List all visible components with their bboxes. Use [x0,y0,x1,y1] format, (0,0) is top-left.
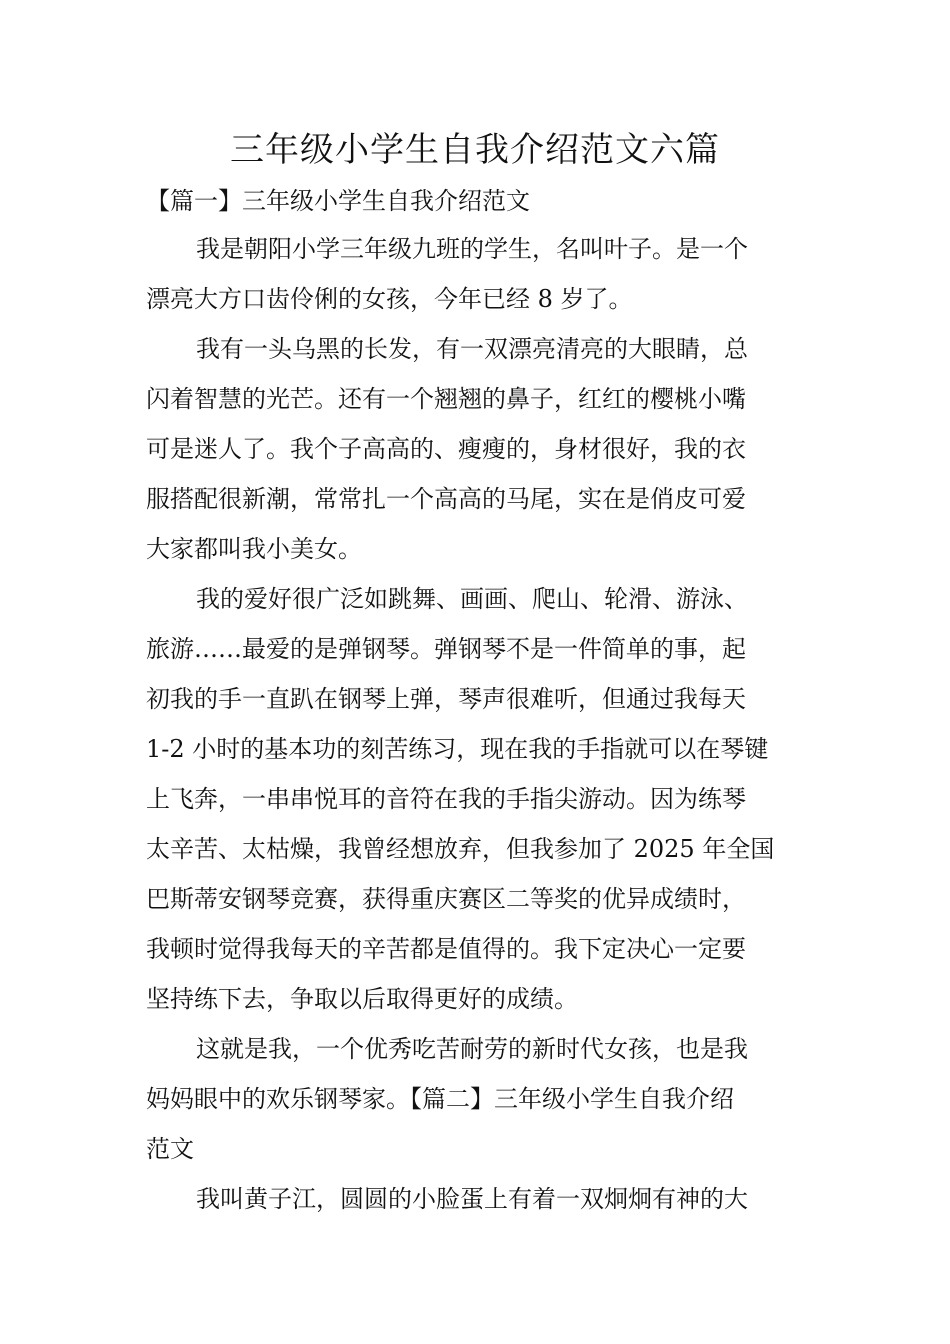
section-heading: 【篇一】三年级小学生自我介绍范文 [146,187,530,215]
text-line: 我顿时觉得我每天的辛苦都是值得的。我下定决心一定要 [146,935,746,963]
text-line: 妈妈眼中的欢乐钢琴家。【篇二】三年级小学生自我介绍 [146,1085,734,1113]
text-line: 巴斯蒂安钢琴竞赛，获得重庆赛区二等奖的优异成绩时， [146,885,746,913]
text-line: 我有一头乌黑的长发，有一双漂亮清亮的大眼睛，总 [196,335,748,363]
document-body [146,178,812,1224]
text-line: 我叫黄子江，圆圆的小脸蛋上有着一双炯炯有神的大 [196,1185,748,1213]
text-line: 服搭配很新潮，常常扎一个高高的马尾，实在是俏皮可爱 [146,485,746,513]
text-line: 我的爱好很广泛如跳舞、画画、爬山、轮滑、游泳、 [196,585,748,613]
text-line: 坚持练下去，争取以后取得更好的成绩。 [146,985,578,1013]
text-line: 这就是我，一个优秀吃苦耐劳的新时代女孩，也是我 [196,1035,748,1063]
text-line: 上飞奔，一串串悦耳的音符在我的手指尖游动。因为练琴 [146,785,746,813]
text-line: 大家都叫我小美女。 [146,535,362,563]
text-line: 漂亮大方口齿伶俐的女孩，今年已经 8 岁了。 [146,285,633,313]
text-line: 范文 [146,1135,194,1163]
text-line: 我是朝阳小学三年级九班的学生，名叫叶子。是一个 [196,235,748,263]
page-title: 三年级小学生自我介绍范文六篇 [230,130,720,170]
text-line: 1-2 小时的基本功的刻苦练习，现在我的手指就可以在琴键 [146,735,769,763]
text-line: 可是迷人了。我个子高高的、瘦瘦的，身材很好，我的衣 [146,435,746,463]
text-line: 闪着智慧的光芒。还有一个翘翘的鼻子，红红的樱桃小嘴 [146,385,746,413]
text-line: 旅游……最爱的是弹钢琴。弹钢琴不是一件简单的事，起 [146,635,746,663]
text-line: 太辛苦、太枯燥，我曾经想放弃，但我参加了 2025 年全国 [146,835,775,863]
text-line: 初我的手一直趴在钢琴上弹，琴声很难听，但通过我每天 [146,685,746,713]
